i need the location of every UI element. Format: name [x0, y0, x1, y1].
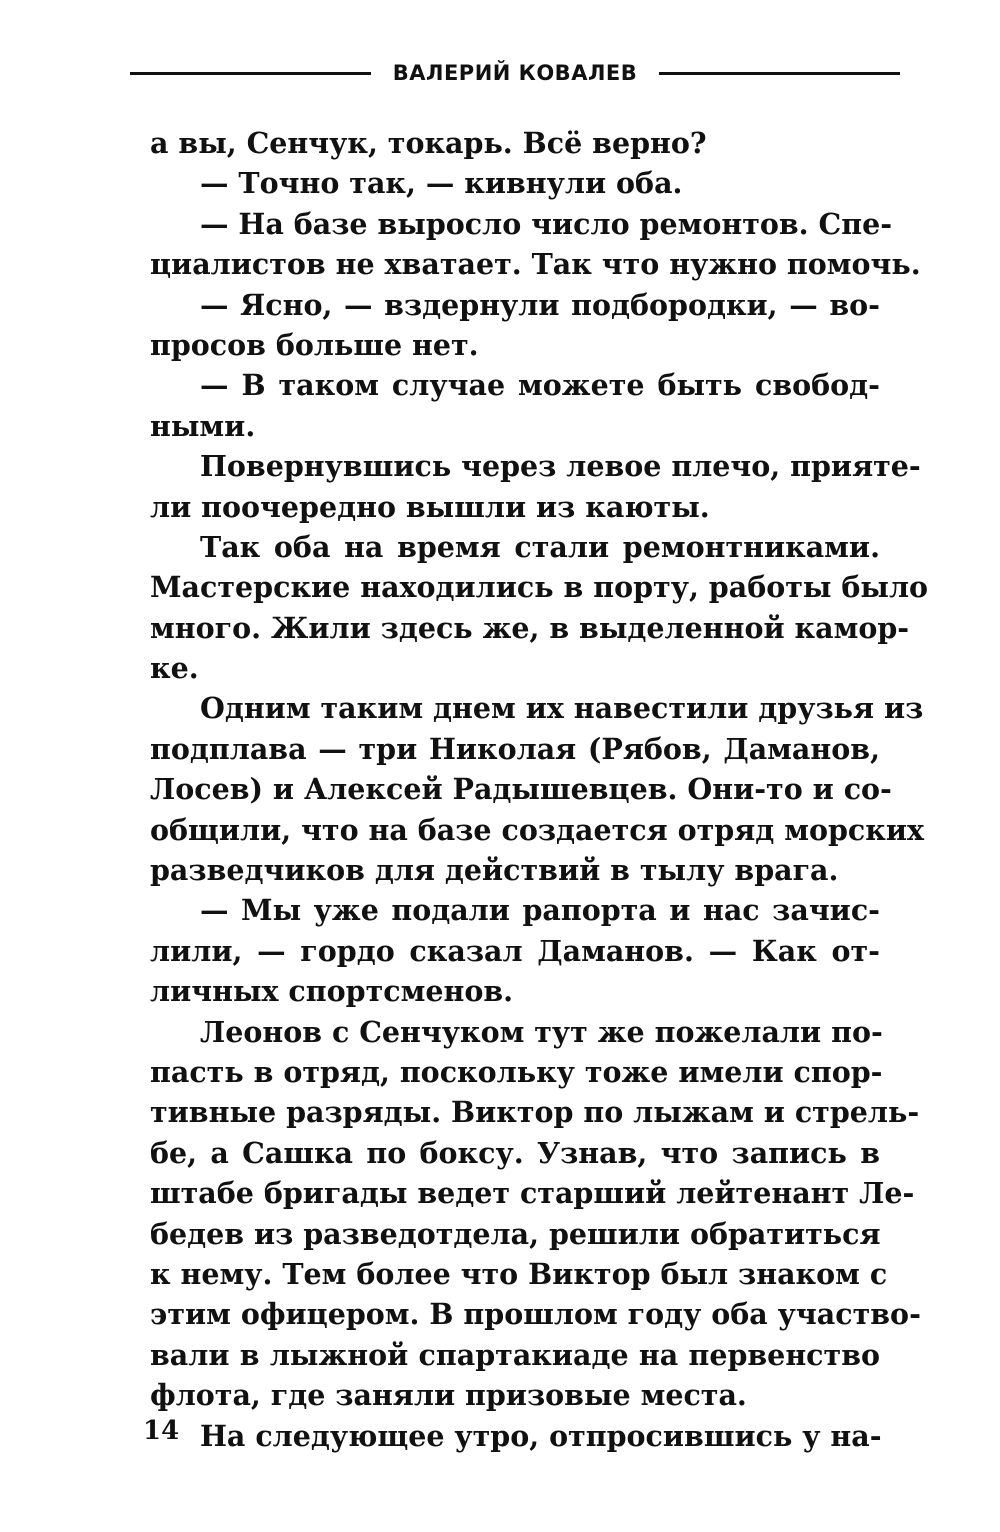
- text-line: к нему. Тем более что Виктор был знаком с: [150, 1256, 888, 1291]
- text-line: разведчиков для действий в тылу врага.: [150, 853, 839, 888]
- page-number: 14: [143, 1416, 180, 1446]
- text-line: личных спортсменов.: [150, 974, 514, 1009]
- text-line: Одним таким днем их навестили друзья из: [200, 691, 924, 726]
- text-line: этим офицером. В прошлом году оба участво-: [150, 1297, 921, 1332]
- text-line: ке.: [150, 651, 199, 686]
- text-line: тивные разряды. Виктор по лыжам и стрель-: [150, 1095, 920, 1130]
- text-line: — Точно так, — кивнули оба.: [200, 166, 683, 201]
- text-line: На следующее утро, отпросившись у на-: [200, 1418, 882, 1453]
- text-line: лили, — гордо сказал Даманов. — Как от-: [150, 933, 880, 968]
- author-name: ВАЛЕРИЙ КОВАЛЕВ: [392, 61, 638, 85]
- text-line: — На базе выросло число ремонтов. Спе-: [200, 206, 893, 241]
- text-line: Так оба на время стали ремонтниками.: [200, 529, 880, 564]
- text-line: — Ясно, — вздернули подбородки, — во-: [200, 287, 880, 322]
- text-line: Повернувшись через левое плечо, прияте-: [200, 449, 921, 484]
- text-line: бедев из разведотдела, решили обратиться: [150, 1216, 881, 1251]
- text-line: ными.: [150, 408, 256, 443]
- text-line: бе, а Сашка по боксу. Узнав, что запись в: [150, 1135, 880, 1170]
- text-line: ли поочередно вышли из каюты.: [150, 489, 710, 524]
- body-text: [150, 123, 929, 1456]
- text-line: — Мы уже подали рапорта и нас зачис-: [200, 893, 880, 928]
- text-line: общили, что на базе создается отряд морских: [150, 812, 924, 847]
- text-line: Лосев) и Алексей Радышевцев. Они-то и со-: [150, 772, 892, 807]
- text-line: циалистов не хватает. Так что нужно помочь.: [150, 247, 921, 282]
- text-line: пасть в отряд, поскольку тоже имели спор-: [150, 1054, 883, 1089]
- header-rule-right: [659, 72, 900, 75]
- text-line: а вы, Сенчук, токарь. Всё верно?: [150, 126, 707, 160]
- text-line: просов больше нет.: [150, 327, 479, 362]
- text-line: Леонов с Сенчуком тут же пожелали по-: [200, 1014, 883, 1049]
- text-line: флота, где заняли призовые места.: [150, 1378, 747, 1413]
- text-line: штабе бригады ведет старший лейтенант Ле-: [150, 1176, 915, 1211]
- text-line: — В таком случае можете быть свобод-: [200, 368, 880, 403]
- running-header: [130, 58, 900, 88]
- text-line: вали в лыжной спартакиаде на первенство: [150, 1337, 880, 1372]
- header-rule-left: [130, 72, 371, 75]
- text-line: подплава — три Николая (Рябов, Даманов,: [150, 731, 880, 766]
- text-line: много. Жили здесь же, в выделенной камор-: [150, 610, 910, 645]
- text-line: Мастерские находились в порту, работы было: [150, 570, 929, 605]
